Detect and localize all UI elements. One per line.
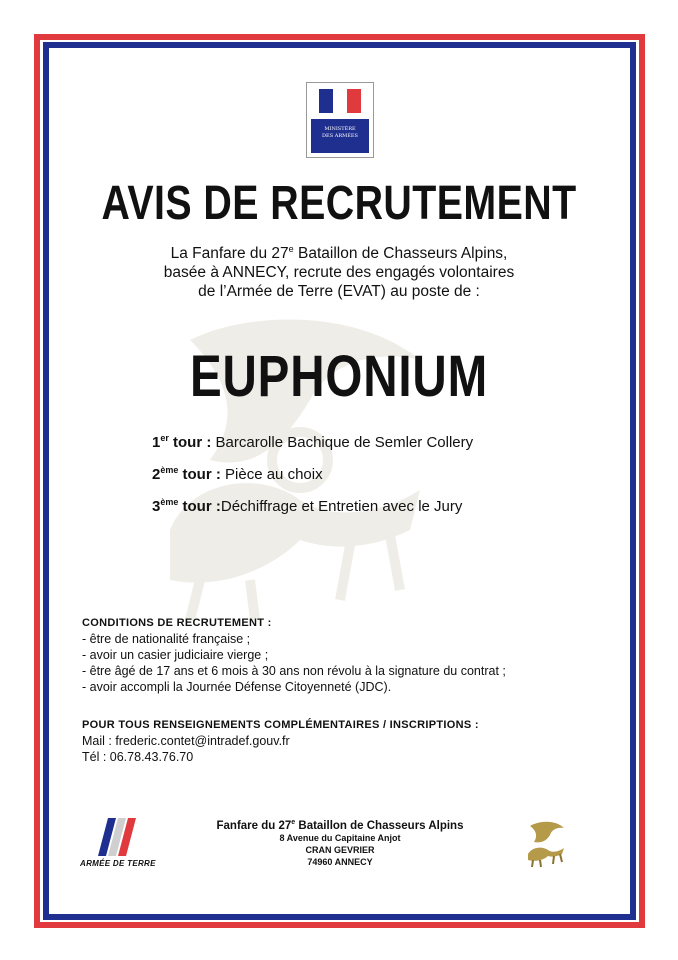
- footer-address-line1: 8 Avenue du Capitaine Anjot: [279, 832, 401, 843]
- tour-item-2: 2ème tour : Pièce au choix: [152, 465, 323, 483]
- ministere-des-armees-logo: [306, 82, 374, 158]
- contact-phone[interactable]: Tél : 06.78.43.76.70: [82, 750, 194, 764]
- tour-item-3: 3ème tour :Déchiffrage et Entretien avec le Jury: [152, 497, 463, 515]
- ministry-band: [311, 119, 369, 153]
- conditions-section: [82, 615, 506, 695]
- condition-item: - être âgé de 17 ans et 6 mois à 30 ans non révolu à la signature du contrat ;: [82, 664, 506, 678]
- ministry-line1: MINISTÈRE: [324, 126, 356, 132]
- condition-item: - être de nationalité française ;: [82, 632, 251, 646]
- armee-de-terre-label: ARMÉE DE TERRE: [80, 859, 156, 868]
- intro-line1: La Fanfare du 27e Bataillon de Chasseurs Alpins,: [170, 244, 508, 263]
- info-section: [82, 717, 479, 765]
- intro-text: [0, 240, 678, 301]
- tour-item-1: 1er tour : Barcarolle Bachique de Semler Collery: [152, 433, 474, 451]
- position-title: EUPHONIUM: [189, 344, 489, 409]
- info-heading: POUR TOUS RENSEIGNEMENTS COMPLÉMENTAIRES / INSCRIPTIONS :: [82, 719, 479, 731]
- armee-de-terre-flag-icon: [78, 812, 164, 860]
- footer-address: [190, 817, 490, 868]
- footer-address-line3: 74960 ANNECY: [307, 856, 373, 867]
- footer-address-line2: CRAN GEVRIER: [305, 844, 375, 855]
- footer-title: Fanfare du 27e Bataillon de Chasseurs Alpins: [216, 819, 464, 832]
- condition-item: - avoir accompli la Journée Défense Citoyenneté (JDC).: [82, 680, 392, 694]
- intro-line3: de l’Armée de Terre (EVAT) au poste de :: [198, 283, 480, 301]
- condition-item: - avoir un casier judiciaire vierge ;: [82, 648, 269, 662]
- armee-de-terre-logo: [78, 812, 164, 882]
- french-flag-icon: [319, 89, 361, 113]
- contact-mail[interactable]: Mail : frederic.contet@intradef.gouv.fr: [82, 734, 290, 748]
- ministry-line2: DES ARMÉES: [322, 133, 358, 139]
- hunting-horn-emblem-icon: [524, 818, 568, 868]
- page-title: AVIS DE RECRUTEMENT: [101, 177, 577, 230]
- conditions-heading: CONDITIONS DE RECRUTEMENT :: [82, 617, 272, 629]
- intro-line2: basée à ANNECY, recrute des engagés volontaires: [163, 264, 515, 282]
